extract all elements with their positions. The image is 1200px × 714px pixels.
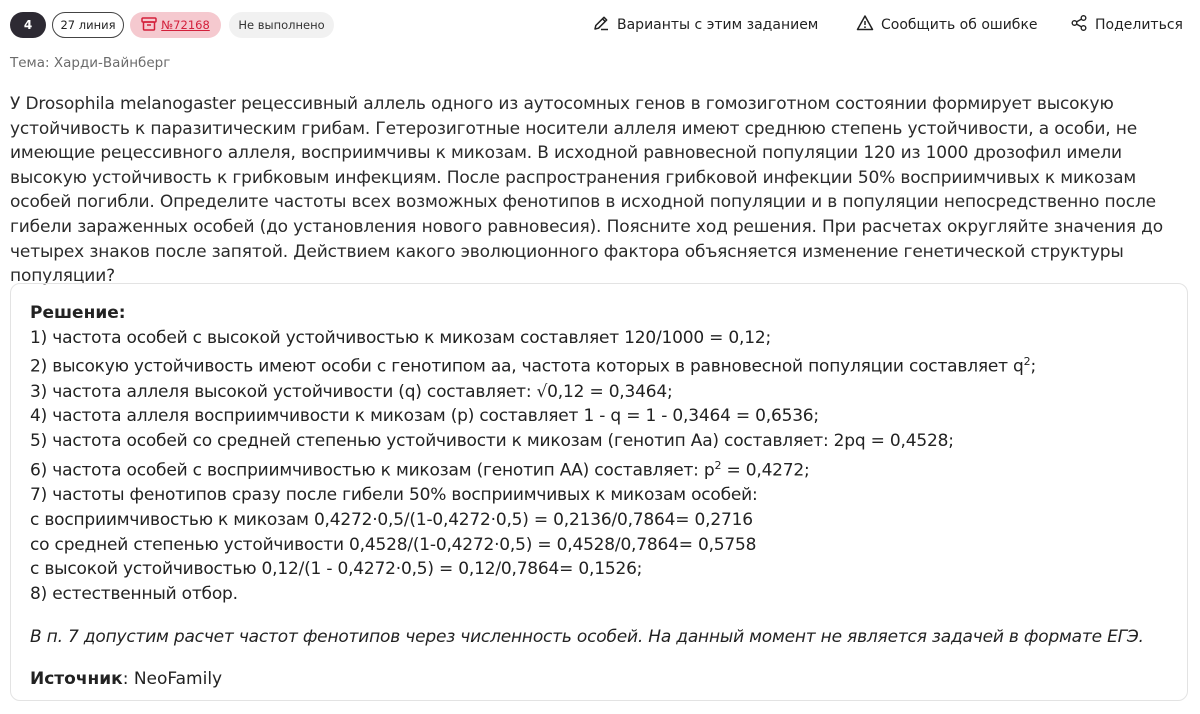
solution-line-text: 6) частота особей с восприимчивостью к микозам (генотип АА) составляет: p bbox=[30, 460, 715, 481]
solution-line: с высокой устойчивостью 0,12/(1 - 0,4272·0,5) = 0,12/0,7864= 0,1526; bbox=[30, 559, 643, 580]
status-badge: Не выполнено bbox=[229, 12, 334, 38]
solution-note: В п. 7 допустим расчет частот фенотипов через численность особей. На данный момент не является задачей в формате ЕГЭ. bbox=[30, 626, 1144, 647]
solution-line: с восприимчивостью к микозам 0,4272·0,5/(1-0,4272·0,5) = 0,2136/0,7864= 0,2716 bbox=[30, 509, 753, 530]
variants-link[interactable] bbox=[592, 14, 818, 36]
report-error-link[interactable] bbox=[856, 14, 1038, 36]
solution-line bbox=[30, 350, 1169, 379]
task-header bbox=[0, 0, 1200, 50]
solution-line: 8) естественный отбор. bbox=[30, 584, 238, 605]
source-label: Источник bbox=[30, 668, 123, 689]
solution-line: 7) частоты фенотипов сразу после гибели 50% восприимчивых к микозам особей: bbox=[30, 485, 758, 506]
solution-line-text: 2) высокую устойчивость имеют особи с генотипом аа, частота которых в равновесной популяции составляет q bbox=[30, 357, 1024, 378]
line-badge[interactable]: 27 линия bbox=[52, 12, 124, 38]
source-line bbox=[30, 667, 1169, 691]
solution-line: 4) частота аллеля восприимчивости к микозам (р) составляет 1 - q = 1 - 0,3464 = 0,6536; bbox=[30, 406, 819, 427]
solution-line: со средней степенью устойчивости 0,4528/(1-0,4272·0,5) = 0,4528/0,7864= 0,5758 bbox=[30, 534, 757, 555]
solution-panel bbox=[10, 283, 1188, 701]
task-number-badge: 4 bbox=[10, 12, 46, 38]
solution-line bbox=[30, 454, 1169, 483]
share-link[interactable] bbox=[1070, 14, 1183, 36]
pencil-icon bbox=[592, 14, 610, 36]
solution-line-tail: = 0,4272; bbox=[721, 460, 810, 481]
superscript: 2 bbox=[714, 458, 722, 472]
warning-icon bbox=[856, 14, 874, 36]
share-label: Поделиться bbox=[1095, 17, 1183, 33]
topic-label: Тема: Харди-Вайнберг bbox=[10, 55, 171, 71]
solution-line: 1) частота особей с высокой устойчивостью к микозам составляет 120/1000 = 0,12; bbox=[30, 327, 772, 348]
report-error-label: Сообщить об ошибке bbox=[881, 17, 1038, 33]
task-text: У Drosophila melanogaster рецессивный аллель одного из аутосомных генов в гомозиготном состоянии формирует высокую устойчивость к паразитическим грибам. Гетерозиготные носители аллеля имеют среднюю степень устойчивости, а особи, не имеющие рецессивного аллеля, восприимчивы к микозам. В исходной равновесной популяции 120 из 1000 дрозофил имели высокую устойчивость к грибковым инфекциям. После распространения грибковой инфекции 50% восприимчивых к микозам особей погибли. Определите частоты всех возможных фенотипов в исходной популяции и в популяции непосредственно после гибели зараженных особей (до установления нового равновесия). Поясните ход решения. При расчетах округляйте значения до четырех знаков после запятой. Действием какого эволюционного фактора объясняется изменение генетической структуры популяции? bbox=[10, 94, 1164, 287]
solution-line: 3) частота аллеля высокой устойчивости (q) составляет: √0,12 = 0,3464; bbox=[30, 381, 673, 402]
variants-label: Варианты с этим заданием bbox=[617, 17, 819, 33]
solution-line: 5) частота особей со средней степенью устойчивости к микозам (генотип Аа) составляет: 2pq = 0,4528; bbox=[30, 431, 954, 452]
solution-line-tail: ; bbox=[1030, 357, 1036, 378]
archive-icon bbox=[141, 17, 157, 34]
solution-title: Решение: bbox=[30, 303, 126, 323]
task-id-label: №72168 bbox=[161, 18, 210, 32]
source-value: : NeoFamily bbox=[122, 668, 223, 689]
share-icon bbox=[1070, 14, 1088, 36]
task-id-link[interactable] bbox=[130, 12, 221, 38]
superscript: 2 bbox=[1023, 355, 1031, 369]
